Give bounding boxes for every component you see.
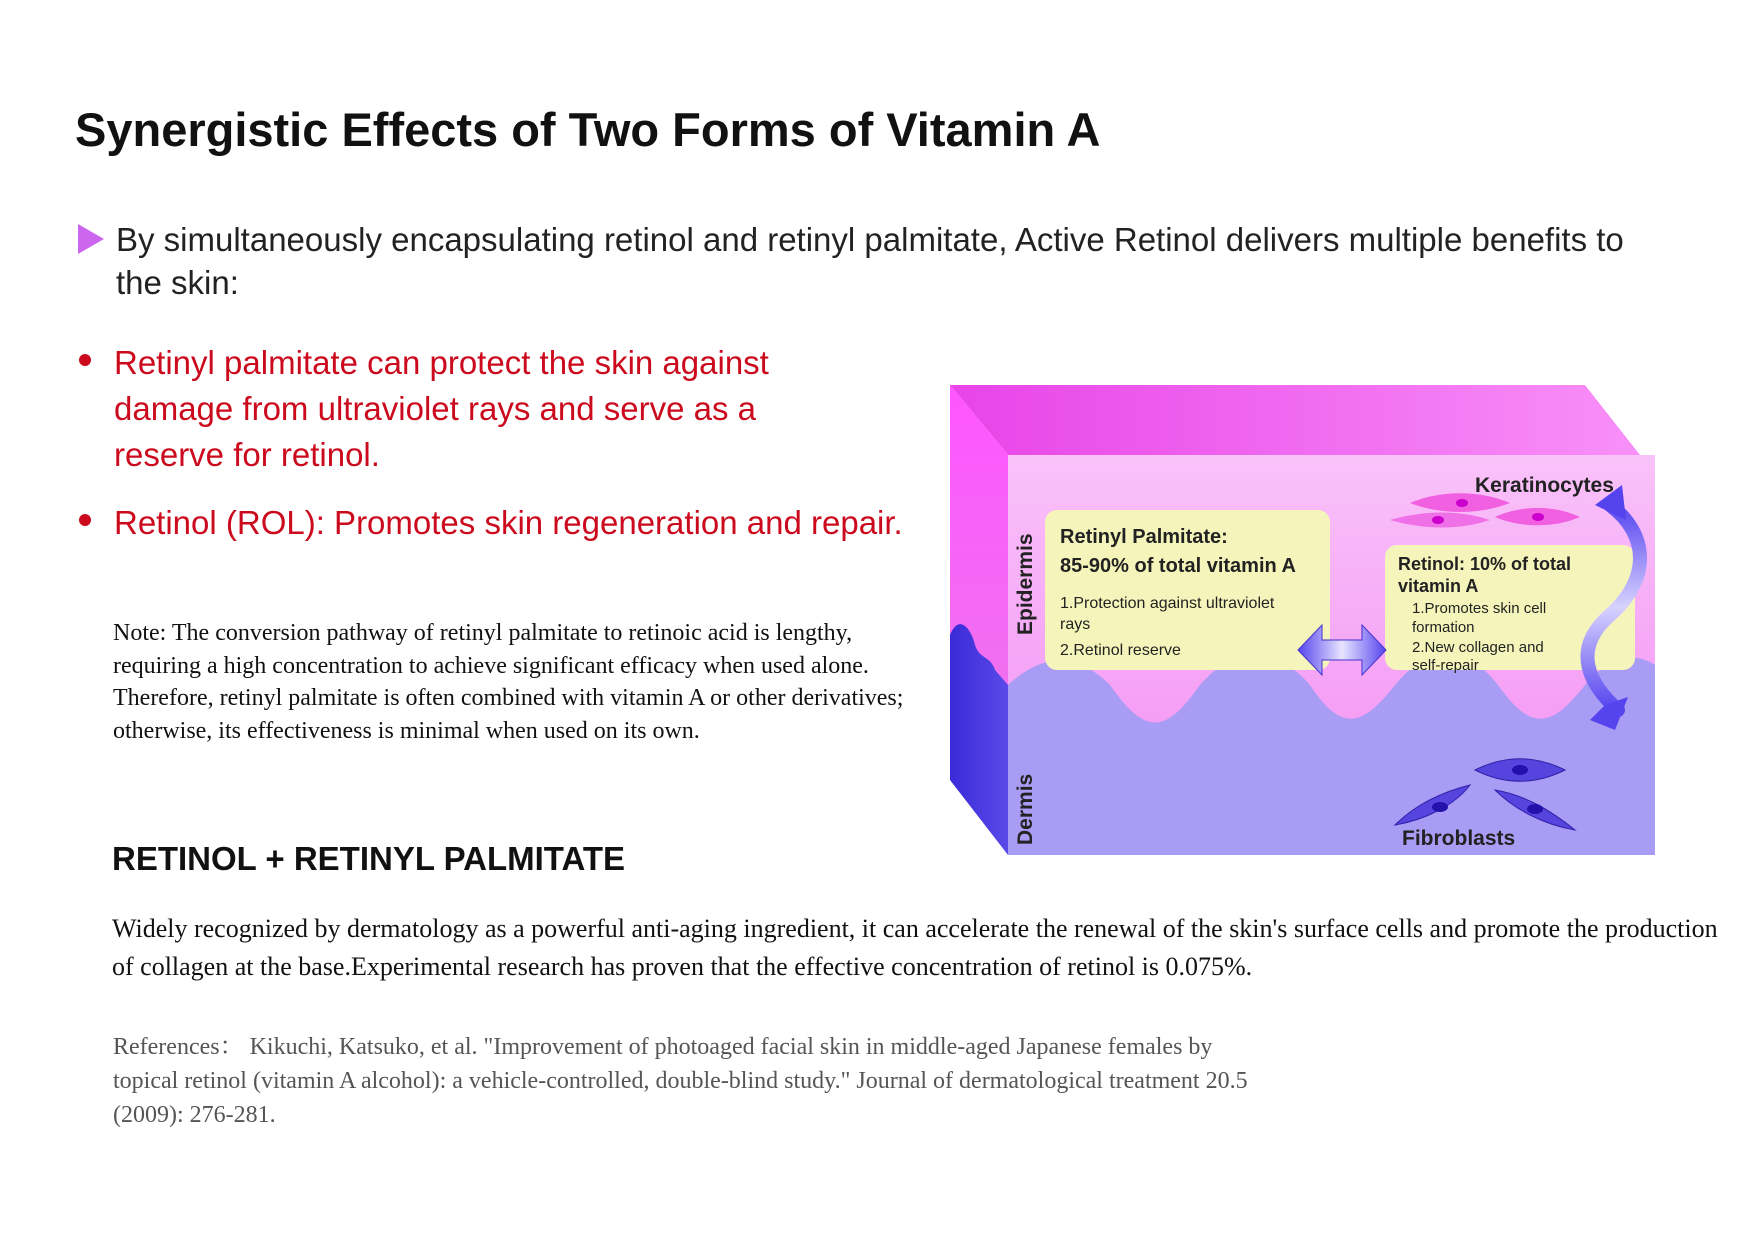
bullet-dot-icon bbox=[79, 354, 91, 366]
intro-paragraph bbox=[78, 218, 1638, 304]
page-title: Synergistic Effects of Two Forms of Vitamin A bbox=[75, 103, 1101, 156]
palmitate-item2: 2.Retinol reserve bbox=[1060, 642, 1181, 659]
palmitate-item1-line1: 1.Protection against ultraviolet bbox=[1060, 595, 1275, 612]
note-paragraph: Note: The conversion pathway of retinyl palmitate to retinoic acid is lengthy, requiring a high concentration to achieve significant efficacy when used alone. Therefore, retinyl palmitate is often combined with vitamin A or other derivatives; otherwise, its effectiveness is minimal when used on its own. bbox=[113, 620, 904, 744]
bullet-retinyl-palmitate bbox=[79, 340, 869, 478]
retinol-item2-line1: 2.New collagen and bbox=[1412, 639, 1544, 656]
section-subheading: RETINOL + RETINYL PALMITATE bbox=[112, 840, 626, 877]
retinol-title-line1: Retinol: 10% of total bbox=[1398, 554, 1572, 574]
retinol-title-line2: vitamin A bbox=[1398, 576, 1479, 596]
palmitate-item1-line2: rays bbox=[1060, 616, 1091, 633]
description-paragraph: Widely recognized by dermatology as a powerful anti-aging ingredient, it can accelerate the renewal of the skin's surface cells and promote the production of collagen at the base.Experimental research has proven that the effective concentration of retinol is 0.075%. bbox=[112, 914, 1718, 981]
references: References： Kikuchi, Katsuko, et al. "Improvement of photoaged facial skin in middle-aged Japanese females by topical retinol (vitamin A alcohol): a vehicle-controlled, double-blind study." Journal of dermatological treatment 20.5 (2009): 276-281. bbox=[113, 1034, 1248, 1128]
top-face bbox=[950, 385, 1640, 455]
retinol-item1-line1: 1.Promotes skin cell bbox=[1412, 600, 1547, 617]
fibroblasts-label: Fibroblasts bbox=[1402, 827, 1516, 850]
keratinocytes-label: Keratinocytes bbox=[1475, 474, 1614, 497]
palmitate-title-line2: 85-90% of total vitamin A bbox=[1060, 555, 1296, 577]
palmitate-title-line1: Retinyl Palmitate: bbox=[1060, 526, 1228, 548]
bullet-text: Retinyl palmitate can protect the skin against damage from ultraviolet rays and serve as a reserve for retinol. bbox=[114, 344, 769, 473]
bullet-text: Retinol (ROL): Promotes skin regeneration and repair. bbox=[114, 504, 903, 541]
retinol-item2-line2: self-repair bbox=[1412, 657, 1479, 674]
intro-text: By simultaneously encapsulating retinol and retinyl palmitate, Active Retinol delivers multiple benefits to the skin: bbox=[116, 221, 1624, 301]
epidermis-label: Epidermis bbox=[1014, 533, 1037, 635]
skin-layer-diagram bbox=[950, 385, 1655, 855]
retinol-item1-line2: formation bbox=[1412, 619, 1475, 636]
dermis-label: Dermis bbox=[1014, 773, 1037, 845]
bullet-retinol bbox=[79, 500, 929, 546]
triangle-marker-icon bbox=[78, 224, 104, 254]
bullet-dot-icon bbox=[79, 514, 91, 526]
